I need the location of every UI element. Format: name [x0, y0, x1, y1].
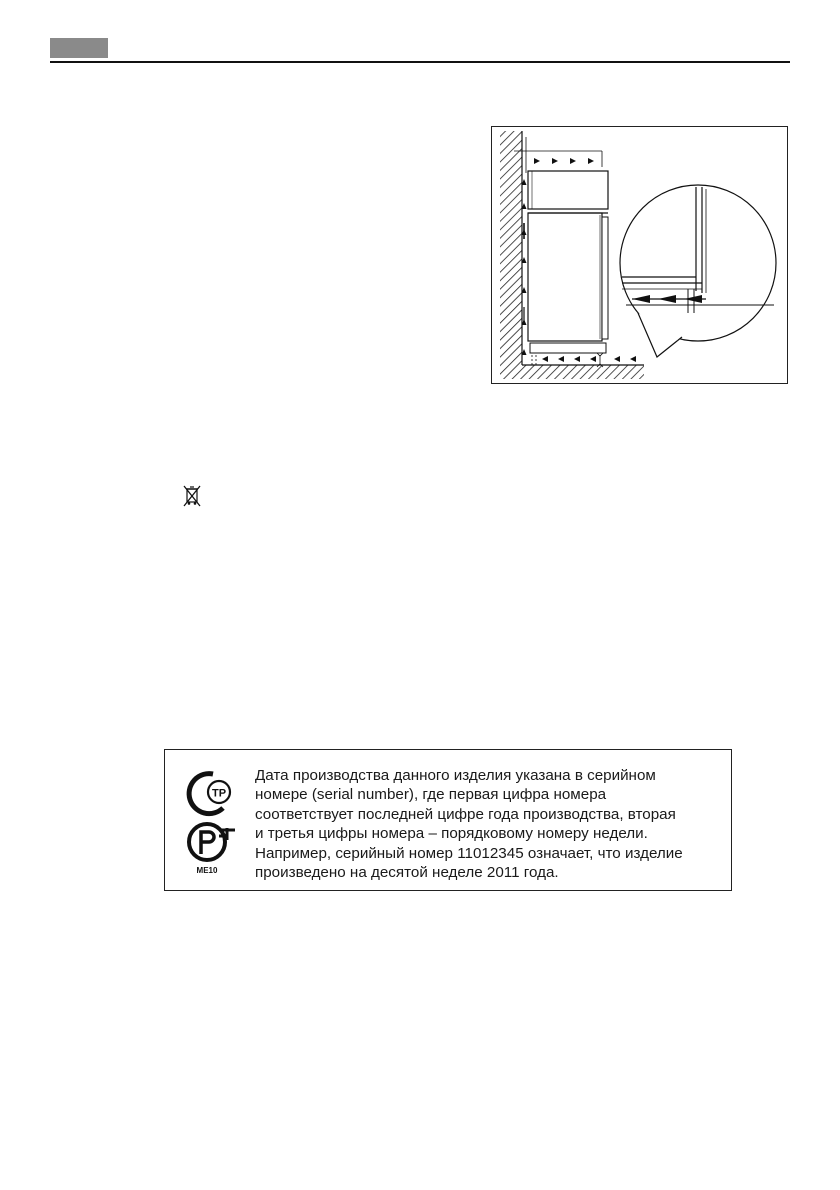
certification-line: и третья цифры номера – порядковому номеру недели.	[255, 825, 648, 843]
upper-cabinet	[528, 171, 608, 209]
certification-line: соответствует последней цифре года производства, вторая	[255, 805, 676, 823]
pct-gost-r-mark-icon	[189, 824, 235, 860]
top-airflow-arrows	[534, 158, 594, 164]
svg-text:ТР: ТР	[211, 787, 227, 800]
certification-line: Дата производства данного изделия указана в серийном	[255, 767, 656, 784]
appliance-door	[602, 217, 608, 339]
installation-diagram	[491, 126, 788, 384]
certification-line: номере (serial number), где первая цифра номера	[255, 786, 607, 804]
header-tab	[50, 38, 108, 58]
certification-line: Например, серийный номер 11012345 означает, что изделие	[255, 844, 683, 862]
floor-hatch	[522, 365, 644, 379]
certification-text	[255, 766, 725, 882]
header-rule	[50, 61, 790, 63]
installation-diagram-svg	[492, 127, 787, 383]
crossed-out-wheelie-bin-icon	[183, 485, 201, 507]
certification-code: ME10	[196, 866, 218, 875]
certification-line: произведено на десятой неделе 2011 года.	[255, 864, 559, 882]
certification-box	[164, 749, 732, 891]
plinth	[530, 343, 606, 353]
wall-hatch	[500, 131, 522, 379]
appliance-body	[528, 213, 602, 341]
eac-tr-mark-icon	[189, 774, 230, 814]
bottom-airflow-arrows	[542, 356, 636, 362]
certification-logos	[183, 766, 241, 878]
